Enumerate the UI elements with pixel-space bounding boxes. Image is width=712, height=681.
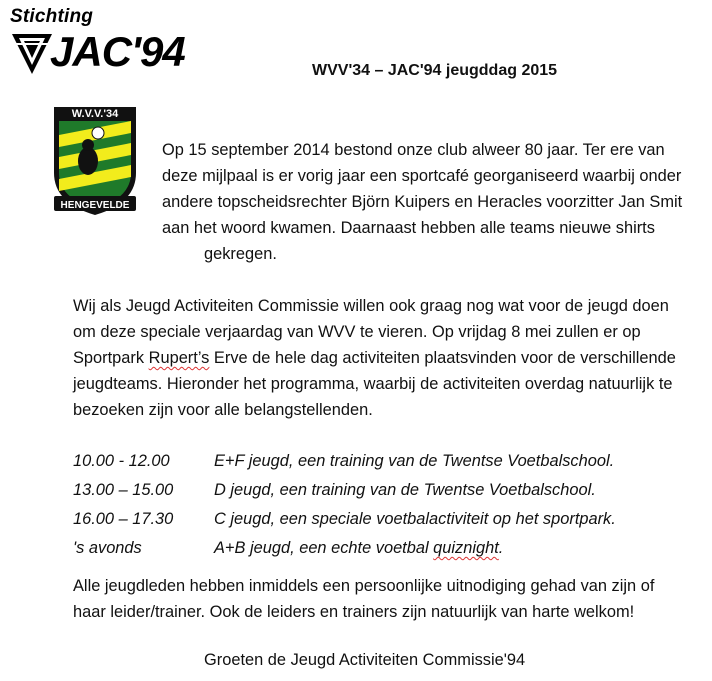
schedule-time: 13.00 – 15.00 — [73, 481, 174, 499]
schedule-activity: D jeugd, een training van de Twentse Voetbalschool. — [214, 481, 596, 499]
text-span: . — [498, 539, 504, 557]
schedule-activity: C jeugd, een speciale voetbalactiviteit op het sportpark. — [214, 510, 616, 528]
paragraph-line: jeugdteams. Hieronder het programma, waarbij de activiteiten overdag natuurlijk te — [73, 375, 673, 393]
schedule-row — [73, 505, 616, 534]
paragraph-line: deze mijlpaal is er vorig jaar een sportcafé georganiseerd waarbij onder — [162, 167, 682, 185]
misspelled-word: quiznight — [433, 539, 499, 557]
logo-stichting-text: Stichting — [10, 6, 94, 27]
paragraph-line: Wij als Jeugd Activiteiten Commissie willen ook graag nog wat voor de jeugd doen — [73, 297, 669, 315]
activity-paragraph — [73, 293, 676, 423]
paragraph-line: Op 15 september 2014 bestond onze club alweer 80 jaar. Ter ere van — [162, 141, 665, 159]
paragraph-line: om deze speciale verjaardag van WVV te vieren. Op vrijdag 8 mei zullen er op — [73, 323, 641, 341]
paragraph-line — [73, 345, 676, 371]
paragraph-line: andere topscheidsrechter Björn Kuipers en Heracles voorzitter Jan Smit — [162, 193, 683, 211]
logo-jac94-text: JAC'94 — [50, 28, 185, 75]
crest-top-text: W.V.V.'34 — [71, 108, 119, 120]
text-span: Erve de hele dag activiteiten plaatsvinden voor de verschillende — [209, 349, 676, 367]
schedule-time: 's avonds — [73, 539, 142, 557]
paragraph-line: haar leider/trainer. Ook de leiders en trainers zijn natuurlijk van harte welkom! — [73, 603, 635, 621]
jac-triangle-icon — [10, 32, 54, 76]
schedule-time: 10.00 - 12.00 — [73, 452, 170, 470]
text-span: A+B jeugd, een echte voetbal — [214, 539, 434, 557]
program-schedule — [73, 447, 616, 563]
wvv34-crest-logo — [50, 103, 140, 218]
text-span: Sportpark — [73, 349, 149, 367]
schedule-row — [73, 476, 616, 505]
invitation-paragraph — [73, 573, 654, 625]
paragraph-line: gekregen. — [204, 245, 277, 263]
schedule-activity: E+F jeugd, een training van de Twentse Voetbalschool. — [214, 452, 615, 470]
schedule-time: 16.00 – 17.30 — [73, 510, 174, 528]
schedule-row — [73, 447, 616, 476]
schedule-activity — [214, 534, 503, 563]
paragraph-line: Alle jeugdleden hebben inmiddels een persoonlijke uitnodiging gehad van zijn of — [73, 577, 655, 595]
intro-paragraph — [162, 137, 682, 267]
misspelled-word: Rupert’s — [148, 349, 210, 367]
document-title: WVV'34 – JAC'94 jeugddag 2015 — [312, 62, 558, 79]
jac94-logo — [10, 6, 190, 76]
schedule-row — [73, 534, 616, 563]
paragraph-line: bezoeken zijn voor alle belangstellenden. — [73, 401, 373, 419]
signoff-text: Groeten de Jeugd Activiteiten Commissie'94 — [204, 651, 526, 669]
paragraph-line: aan het woord kwamen. Daarnaast hebben alle teams nieuwe shirts — [162, 219, 655, 237]
crest-bottom-text: HENGEVELDE — [60, 200, 130, 211]
